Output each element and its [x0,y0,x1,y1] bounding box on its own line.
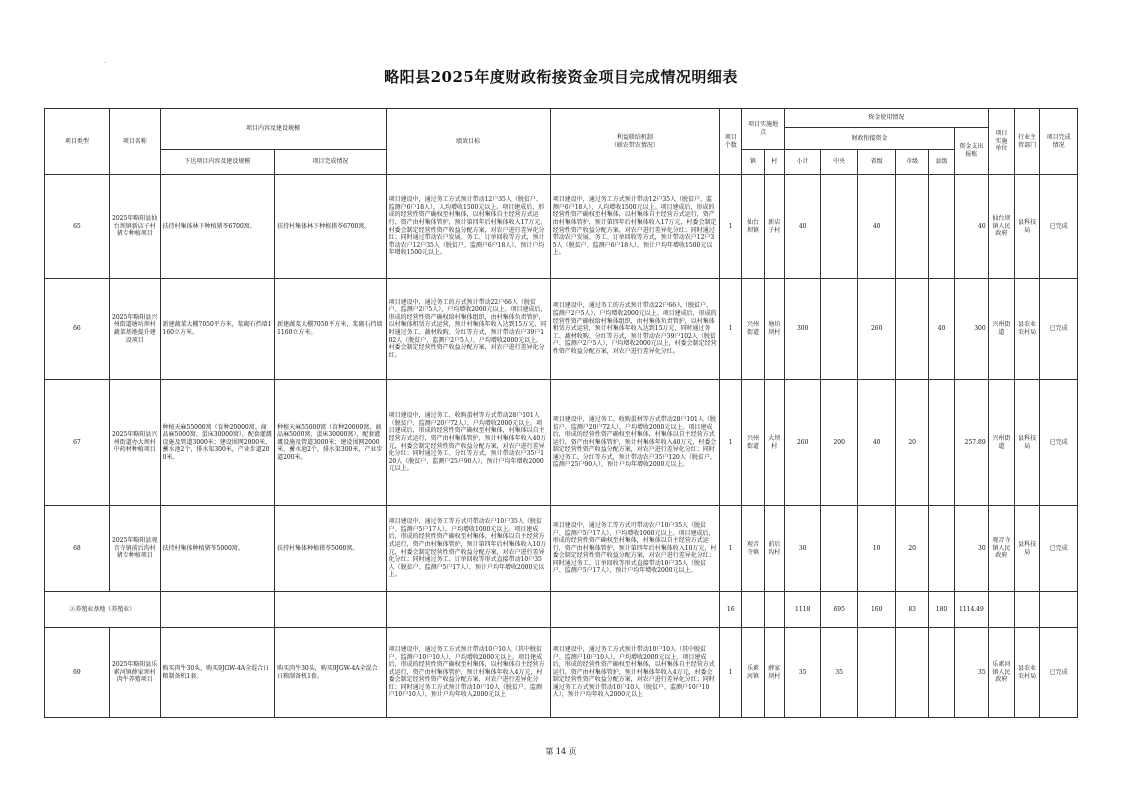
row-status: 已完成 [1040,628,1078,718]
row-unit: 乐素河镇人民政府 [988,628,1014,718]
row-no: 69 [45,628,110,718]
row-unit: 兴州街道 [988,380,1014,506]
row-city: 20 [896,380,928,506]
header-spent: 资金支出 报账 [955,128,988,175]
header-content-plan: 下达项目内容及建设规模 [160,150,275,175]
header-impl-unit: 项目 实施 单位 [988,109,1014,175]
empty-cell [550,592,719,628]
row-done: 扶持村集体林下种植猪苓6700窝。 [275,175,387,279]
row-subtotal: 300 [784,279,820,380]
row-central: 35 [821,628,857,718]
row-province: 40 [857,175,896,279]
row-plan: 扶持村集体林下种植猪苓6700窝。 [160,175,275,279]
row-dept: 县农业农村局 [1015,279,1040,380]
header-type: 项目类型 [45,109,110,175]
subtotal-label: ②养殖业基地（养殖业） [45,592,161,628]
row-province: 10 [857,506,896,592]
row-count: 1 [720,175,742,279]
page-number: 第 14 页 [545,747,577,756]
row-count: 1 [720,279,742,380]
subtotal-row [45,592,1078,628]
empty-cell [1040,592,1078,628]
header-name: 项目名称 [109,109,160,175]
row-province [857,628,896,718]
row-count: 1 [720,628,742,718]
row-link: 项目建设中，通过务工方式预计带动10户10人（其中脱贫户、监测户10户10人），户均增收2000元以上。项目建成后，形成的经营性资产确权至村集体，以村集体自主经营方式运行，资产由村集体管护，预计村集体年收入4万元，村委会制定经营性资产收益分配方案，对农户进行差异化分红；同时通过务工方式预计带动10户10人（脱贫户、监测户10户10人），预计户均年收入2000元以上 [550,628,719,718]
row-village: 薛家坝村 [764,628,784,718]
row-spent: 257.89 [955,380,988,506]
row-subtotal: 35 [784,628,820,718]
row-name: 2025年略阳县乐素河镇薛家坝村肉牛养殖项目 [109,628,160,718]
row-unit: 观音寺镇人民政府 [988,506,1014,592]
row-town: 观音寺镇 [742,506,764,592]
row-status: 已完成 [1040,279,1078,380]
row-subtotal: 30 [784,506,820,592]
row-village: 大坝村 [764,380,784,506]
row-name: 2025年略阳县仙台坝镇新店子村猪专种植项目 [109,175,160,279]
row-done: 新建蔬菜大棚7050平方米，浆砌石挡墙1160立方米。 [275,279,387,380]
row-spent: 40 [955,175,988,279]
subtotal-city: 83 [896,592,928,628]
table-row [45,279,1078,380]
row-city [896,175,928,279]
subtotal-spent: 1114.49 [955,592,988,628]
row-dept: 县科技局 [1015,380,1040,506]
row-spent: 300 [955,279,988,380]
row-central: 200 [821,380,857,506]
table-row [45,628,1078,718]
row-village: 塘坊坝村 [764,279,784,380]
row-town: 兴州街道 [742,279,764,380]
row-no: 68 [45,506,110,592]
row-link: 项目建设中，通过务工等方式可带动农户10户35人（脱贫户、监测户5户17人），户均增收1000元以上。项目建成后，形成的经营性资产确权至村集体，村集体以自主经营方式运行，资产由村集体管护，预计第四年后村集体收入10万元，村委会制定经营性资产收益分配方案，对农户进行差异化分红；同时通过务工、订单回收等形式直接带动10户35人（脱贫户、监测户5户17人），预计户均年增收2000元以上。 [550,506,719,592]
row-dept: 县科技局 [1015,175,1040,279]
header-province: 省级 [857,150,896,175]
row-town: 乐素河镇 [742,628,764,718]
row-subtotal: 260 [784,380,820,506]
row-unit: 兴州街道 [988,279,1014,380]
empty-cell [1015,592,1040,628]
header-content-group: 项目内容及建设规模 [160,109,386,150]
row-done: 扶持村集体种植猪苓5000窝。 [275,506,387,592]
subtotal-province: 160 [857,592,896,628]
header-place-group: 项目实施地 点 [742,109,785,150]
row-county [928,506,954,592]
header-town: 镇 [742,150,764,175]
row-city [896,628,928,718]
row-count: 1 [720,380,742,506]
header-content-done: 项目完成情况 [275,150,387,175]
row-town: 兴州街道 [742,380,764,506]
row-spent: 30 [955,506,988,592]
page-title: 略阳县2025年度财政衔接资金项目完成情况明细表 [384,68,738,86]
row-status: 已完成 [1040,506,1078,592]
empty-cell [386,592,550,628]
header-city: 市级 [896,150,928,175]
header-fiscal-group: 财政衔接资金 [784,128,954,150]
row-province: 40 [857,380,896,506]
row-central [821,279,857,380]
empty-cell [742,592,764,628]
row-name: 2025年略阳县观音寺镇前后沟村猪专种植项目 [109,506,160,592]
subtotal-count: 16 [720,592,742,628]
row-status: 已完成 [1040,380,1078,506]
row-unit: 仙台坝镇人民政府 [988,175,1014,279]
row-subtotal: 40 [784,175,820,279]
header-link: 利益联结机制 （联农带农情况） [550,109,719,175]
subtotal-central: 695 [821,592,857,628]
fund-detail-table [44,108,1078,718]
table-row [45,506,1078,592]
empty-cell [275,592,387,628]
header-county: 县级 [928,150,954,175]
table-row [45,380,1078,506]
row-link: 项目建设中，通过务工方式预计带动12户35人（脱贫户、监测户6户18人），人均增收1500元以上。项目建成后，形成的经营性资产确权至村集体，以村集体自主经营方式运行，资产由村集体管护，预计第四年后村集体收入17万元，村委会制定经营性资产收益分配方案，对农户进行差异化分红；同时通过带动农户发展、务工、订单回收等方式，预计带动农户12户35人（脱贫户、监测户6户18人），预计户均年增收1500元以上。 [550,175,719,279]
header-subtotal: 小计 [784,150,820,175]
row-county [928,380,954,506]
row-no: 67 [45,380,110,506]
row-village: 新店子村 [764,175,784,279]
row-goal: 项目建设中，通过务工等方式可带动农户10户35人（脱贫户、监测户5户17人），户均增收1000元以上。项目建成后，形成的经营性资产确权至村集体，村集体以自主经营方式运行，资产由村集体管护，预计第四年后村集体收入10万元，村委会制定经营性资产收益分配方案，对农户进行差异化分红；同时通过务工、订单回收等形式直接带动10户35人（脱贫户、监测户5户17人），预计户均年增收2000元以上。 [386,506,550,592]
row-plan: 新建蔬菜大棚7050平方米，浆砌石挡墙1160立方米。 [160,279,275,380]
header-count: 项目 个数 [720,109,742,175]
subtotal-subtotal: 1118 [784,592,820,628]
row-goal: 项目建设中，通过务工的方式预计带动22户66人（脱贫户、监测户2户5人），户均增收2000元以上。项目建成后，形成的经营性资产确权给村集体组织，由村集体负责管护，以村集体租赁方式运营，预计村集体年收入达到15万元，同时通过务工、蔬材收购、分红等方式，预计带动农户39户102人（脱贫户、监测户2户5人），户均增收2000元以上，村委会制定经营性资产收益分配方案，对农户进行差异化分红。 [386,279,550,380]
row-town: 仙台坝镇 [742,175,764,279]
row-county: 40 [928,279,954,380]
row-spent: 35 [955,628,988,718]
row-goal: 项目建设中，通过务工、收购蛋材等方式带动28户101人（脱贫户、监测户20户72人），户均增收2000元以上。项目建成后，形成的经营性资产确权至村集体，村集体以自主经营方式运行，资产由村集体管护，预计村集体年收入40万元，村委会制定经营性资产收益分配方案，对农户进行差异化分红；同时通过务工、分红等方式，预计带动农户35户120人（脱贫户、监测户25户90人），预计户均年增收2000元以上。 [386,380,550,506]
row-village: 前后沟村 [764,506,784,592]
row-plan: 扶持村集体种植猪苓5000窝。 [160,506,275,592]
row-plan: 种植天麻55000窝（育种20000窝、商品麻5000窝、蛋床30000窝），配套灌溉设施及管道3000米；建设围网2000米，蓄水池2个，排水渠300米，产业步道200米。 [160,380,275,506]
row-done: 种植天麻55000窝（育种20000窝、商品麻5000窝、蛋床30000窝），配套灌溉设施及管道3000米；建设围网2000米，蓄水池2个，排水渠300米，产业步道200米。 [275,380,387,506]
empty-cell [764,592,784,628]
row-province: 260 [857,279,896,380]
corner-mark: · [104,60,106,67]
row-link: 项目建设中，通过务工、收购蛋材等方式带动28户101人（脱贫户、监测户20户72人），户均增收2000元以上。项目建成后，形成的经营性资产确权至村集体，村集体以自主经营方式运行，资产由村集体管护，预计村集体年收入40万元，村委会制定经营性资产收益分配方案，对农户进行差异化分红；同时通过务工、分红等方式，预计带动农户35户120人（脱贫户、监测户25户90人），预计户均年增收2000元以上。 [550,380,719,506]
row-count: 1 [720,506,742,592]
header-village: 村 [764,150,784,175]
row-done: 购买肉牛30头，购买9JGW-4A全混合日粮制备机1套。 [275,628,387,718]
empty-cell [988,592,1014,628]
row-central [821,506,857,592]
header-status: 项目完成 情况 [1040,109,1078,175]
row-county [928,175,954,279]
row-goal: 项目建设中，通过务工方式预计带动12户35人（脱贫户、监测户6户18人），人均增收1500元以上。项目建成后，形成的经营性资产确权至村集体，以村集体自主经营方式运行，资产由村集体管护，预计第四年后村集体收入17万元，村委会制定经营性资产收益分配方案，对农户进行差异化分红；同时通过带动农户发展、务工、订单回收等方式，预计带动农户12户35人（脱贫户、监测户6户18人），预计户均年增收1500元以上。 [386,175,550,279]
row-city: 20 [896,506,928,592]
row-no: 65 [45,175,110,279]
row-name: 2025年略阳县兴州街道办大坝村中药材种植项目 [109,380,160,506]
row-name: 2025年略阳县兴州街道塘坊坝村蔬菜基地提升建设项目 [109,279,160,380]
row-link: 项目建设中，通过务工的方式预计带动22户66人（脱贫户、监测户2户5人），户均增收2000元以上。项目建成后，形成的经营性资产确权给村集体组织，由村集体负责管护，以村集体租赁方式运营，预计村集体年收入达到15万元，同时通过务工、蔬材收购、分红等方式，预计带动农户39户102人（脱贫户、监测户2户5人），户均增收2000元以上，村委会制定经营性资产收益分配方案，对农户进行差异化分红。 [550,279,719,380]
header-central: 中央 [821,150,857,175]
subtotal-county: 180 [928,592,954,628]
row-dept: 县农业农村局 [1015,628,1040,718]
header-dept: 行业主 管部门 [1015,109,1040,175]
row-status: 已完成 [1040,175,1078,279]
row-central [821,175,857,279]
empty-cell [160,592,275,628]
row-city [896,279,928,380]
row-goal: 项目建设中，通过务工方式预计带动10户10人（其中脱贫户、监测户10户10人），户均增收2000元以上。项目建成后，形成的经营性资产确权至村集体，以村集体自主经营方式运行，资产由村集体管护，预计村集体年收入4万元，村委会制定经营性资产收益分配方案，对农户进行差异化分红；同时通过务工方式预计带动10户10人（脱贫户、监测户10户10人），预计户均年收入2000元以上 [386,628,550,718]
row-no: 66 [45,279,110,380]
header-goal: 绩效目标 [386,109,550,175]
table-row [45,175,1078,279]
header-funds-group: 资金使用情况 [784,109,988,128]
row-county [928,628,954,718]
row-plan: 购买肉牛30头，购买9JGW-4A全混合日粮制备机1套。 [160,628,275,718]
row-dept: 县科技局 [1015,506,1040,592]
